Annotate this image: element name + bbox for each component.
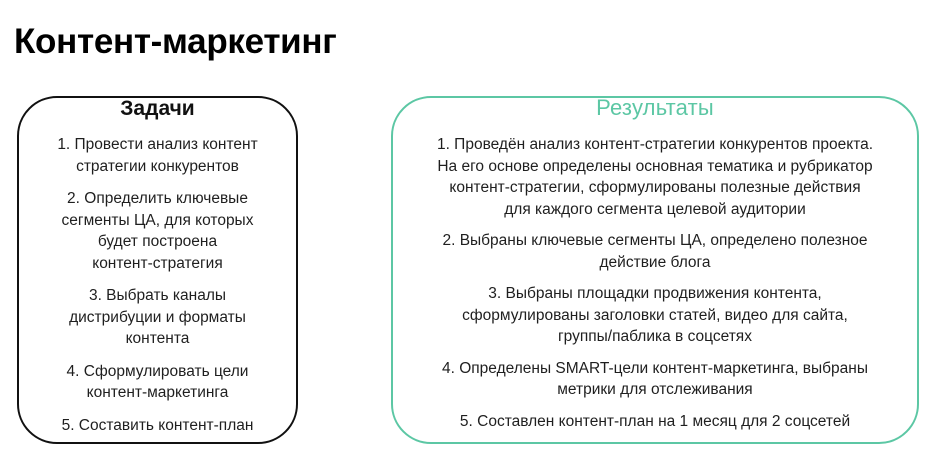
result-item-3-line-1: 3. Выбраны площадки продвижения контента,: [488, 285, 822, 302]
task-item-2: [19, 188, 296, 274]
results-title: Результаты: [596, 95, 714, 120]
result-item-1-line-2: На его основе определены основная тематика и рубрикатор: [437, 157, 873, 175]
task-item-4-line-2: контент-маркетинга: [86, 384, 229, 401]
task-item-4-line-1: 4. Сформулировать цели: [66, 362, 249, 380]
task-item-2-line-1: 2. Определить ключевые: [67, 190, 248, 207]
task-item-5-line-1: 5. Составить контент-план: [61, 416, 254, 434]
results-card: [391, 96, 919, 444]
task-item-1: [19, 134, 296, 177]
result-item-1: [393, 134, 917, 220]
task-item-1-line-1: 1. Провести анализ контент: [57, 136, 258, 153]
task-item-2-line-4: контент-стратегия: [92, 254, 223, 272]
tasks-title: Задачи: [120, 97, 195, 120]
result-item-3-line-2: сформулированы заголовки статей, видео для сайта,: [462, 306, 848, 324]
task-item-3: [19, 285, 296, 350]
task-item-2-line-2: сегменты ЦА, для которых: [61, 211, 254, 229]
results-list: [393, 134, 917, 442]
result-item-1-line-1: 1. Проведён анализ контент-стратегии конкурентов проекта.: [436, 136, 874, 153]
task-item-3-line-1: 3. Выбрать каналы: [88, 287, 227, 304]
task-item-3-line-3: контента: [125, 330, 190, 347]
tasks-card: [17, 96, 298, 444]
result-item-3: [393, 283, 917, 348]
result-item-1-line-4: для каждого сегмента целевой аудитории: [504, 200, 806, 218]
tasks-list: [19, 134, 296, 447]
task-item-2-line-3: будет построена: [97, 233, 218, 250]
task-item-4: [19, 361, 296, 404]
result-item-2: [393, 230, 917, 273]
task-item-5: [19, 415, 296, 437]
page-title: Контент-маркетинг: [14, 22, 337, 61]
result-item-2-line-2: действие блога: [599, 253, 711, 271]
result-item-5: [393, 411, 917, 433]
result-item-2-line-1: 2. Выбраны ключевые сегменты ЦА, определено полезное: [442, 232, 868, 249]
result-item-1-line-3: контент-стратегии, сформулированы полезные действия: [449, 179, 861, 196]
task-item-3-line-2: дистрибуции и форматы: [69, 308, 246, 326]
result-item-3-line-3: группы/паблика в соцсетях: [558, 328, 752, 345]
result-item-4-line-1: 4. Определены SMART-цели контент-маркетинга, выбраны: [441, 359, 868, 377]
result-item-4: [393, 358, 917, 401]
result-item-5-line-1: 5. Составлен контент-план на 1 месяц для 2 соцсетей: [459, 412, 851, 430]
task-item-1-line-2: стратегии конкурентов: [76, 157, 239, 175]
result-item-4-line-2: метрики для отслеживания: [557, 381, 753, 398]
